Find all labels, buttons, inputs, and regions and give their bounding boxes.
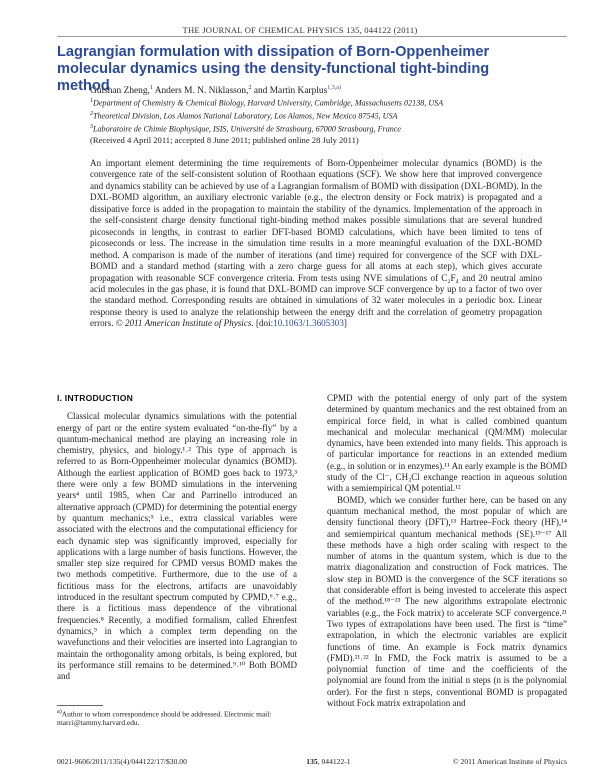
affiliation-list [90,96,560,135]
abstract [90,158,542,330]
abstract-body: An important element determining the time requirements of Born-Oppenheimer molecular dynamics (BOMD) is the convergence rate of the self-consistent solution of Roothaan equations (SCF). We show here that improved convergence and dynamics stability can be achieved by use of a Lagrangian formalism of BOMD with dissipation (DXL-BOMD). In the DXL-BOMD algorithm, an auxiliary electronic variable (e.g., the electron density or Fock matrix) is propagated and a dissipative force is added in the propagation to maintain the stability of the dynamics. Implementation of the approach in the self-consistent charge density functional tight-binding method makes possible simulations that are several hundred picoseconds in lengths, in contrast to earlier DFT-based BOMD calculations, which have been limited to tens of picoseconds or less. The increase in the simulation time results in a more meaningful evaluation of the DXL-BOMD method. A comparison is made of the number of iterations (and time) required for convergence of the SCF with DXL-BOMD and a standard method (starting with a zero charge guess for all atoms at each step), which gives accurate propagation with reasonable SCF convergence criteria. From tests using NVE simulations of C₂F₄ and 20 neutral amino acid molecules in the gas phase, it is found that DXL-BOMD can improve SCF convergence by up to a factor of two over the standard method. Corresponding results are obtained in simulations of 32 water molecules in a periodic box. Linear response theory is used to analyze the relationship between the energy drift and the correlation of geometry propagation errors. [90,158,542,329]
footnote-rule [57,705,103,706]
intro-paragraph: Classical molecular dynamics simulations with the potential energy of part or the entire system evaluated “on-the-fly” by a quantum-mechanical method are playing an increasing role in chemistry, physics, and biology.¹˒² This type of approach is referred to as Born-Oppenheimer molecular dynamics (BOMD). Although the earliest application of BOMD goes back to 1973,³ there were only a few BOMD simulations in the intervening years⁴ until 1985, when Car and Parrinello introduced an alternative approach (CPMD) for determining the potential energy by quantum mechanics;⁵ i.e., extra classical variables were associated with the electrons and the computational efficiency for each dynamic step was significantly improved, especially for applications with a large number of basis functions. However, the smaller step size required for CPMD versus BOMD makes the two methods competitive. Furthermore, due to the use of a fictitious mass for the electrons, artifacts are unavoidably introduced in the resultant spectrum computed by CPMD,⁶˒⁷ e.g., there is a fictitious mass dependence of the vibrational frequencies.⁸ Recently, a modified formalism, called Ehrenfest dynamics,⁹ in which a complex term depending on the wavefunctions and their velocities are inserted into Lagrangian to maintain the orthogonality among orbitals, is being explored, but its performance still remains to be determined.⁹˒¹⁰ Both BOMD and [57,411,297,682]
footnote-text: Author to whom correspondence should be addressed. Electronic mail: marci@tammy.harvard.edu. [57,709,272,728]
publication-dates: (Received 4 April 2011; accepted 8 June 2011; published online 28 July 2011) [90,135,359,145]
affiliation-text: Laboratoire de Chimie Biophysique, ISIS, Université de Strasbourg, 67000 Strasbourg, France [93,124,401,134]
journal-header: THE JOURNAL OF CHEMICAL PHYSICS 135, 044122 (2011) [182,25,418,35]
doi-link[interactable]: 10.1063/1.3605303 [273,318,344,329]
doi-prefix: [doi: [253,318,274,329]
left-column [57,393,297,682]
paper-title: Lagrangian formulation with dissipation of Born-Oppenheimer molecular dynamics using the density-functional tight-binding method [57,44,490,94]
affiliation-sup: 1 [90,98,93,104]
intro-paragraph-continued: CPMD with the potential energy of only part of the system determined by quantum mechanics and the rest obtained from an empirical force field, in what is called combined quantum mechanical and molecular mechanical (QM/MM) molecular dynamics, have been extended into many fields. This approach is of particular importance for reactions in an extended medium (e.g., in solution or in enzymes).¹¹ An early example is the BOMD study of the Cl⁻, CH₃Cl exchange reaction in aqueous solution with a semiempirical QM potential.¹² [327,393,567,494]
footnote-label: a) [57,709,62,715]
author-affil-sup: 2 [248,85,252,91]
affiliation-sup: 2 [90,111,93,118]
footnote [57,708,297,727]
author-name: Guishan Zheng, [90,86,150,97]
affiliation [90,109,560,122]
affiliation [90,96,560,109]
intro-paragraph: BOMD, which we consider further here, can be based on any quantum mechanical method, the most popular of which are density functional theory (DFT),¹³ Hartree–Fock theory (HF),¹⁴ and semiempirical quantum mechanical methods (SE).¹⁵⁻¹⁷ All these methods have a high order scaling with respect to the number of atoms in the quantum system, which is due to the matrix diagonalization and construction of Fock matrices. The slow step in BOMD is the convergence of the SCF iterations so that considerable effort is being invested to accelerate this aspect of the method.¹⁸⁻²³ The new algorithms extrapolate electronic variables (e.g., the Fock matrix) to accelerate SCF convergence.²¹ Two types of extrapolations have been used. The first is “time” extrapolation, in which the electronic variables are explicit functions of time. An example is Fock matrix dynamics (FMD).²¹˒²² In FMD, the Fock matrix is assumed to be a polynomial function of time and the coefficients of the polynomial are found from the initial n steps (n is the polynomial order). For the first n steps, conventional BOMD is propagated without Fock matrix extrapolation and [327,494,567,709]
footer-copyright: © 2011 American Institute of Physics [452,757,567,766]
affiliation-text: Theoretical Division, Los Alamos National Laboratory, Los Alamos, New Mexico 87545, USA [93,111,398,121]
affiliation-sup: 3 [90,124,93,131]
footer-volume: 135 [306,757,318,766]
author-list [90,85,341,96]
author-name: Anders M. N. Niklasson, [152,86,249,97]
author-affil-sup: 1 [149,85,153,91]
footer-page: , 044122-1 [317,757,351,766]
footer-issn: 0021-9606/2011/135(4)/044122/17/$30.00 [57,757,187,766]
abstract-copyright: © 2011 American Institute of Physics. [115,318,254,329]
section-heading-introduction: I. INTRODUCTION [57,393,134,403]
author-name: and Martin Karplus [251,86,328,97]
header-rule [57,36,567,37]
right-column [327,393,567,709]
page-footer [57,757,567,769]
affiliation [90,122,560,135]
affiliation-text: Department of Chemistry & Chemical Biology, Harvard University, Cambridge, Massachusetts 02138, USA [93,98,444,108]
doi-suffix: ] [343,318,347,329]
corresponding-author-link[interactable]: 1,3,a) [327,85,341,91]
